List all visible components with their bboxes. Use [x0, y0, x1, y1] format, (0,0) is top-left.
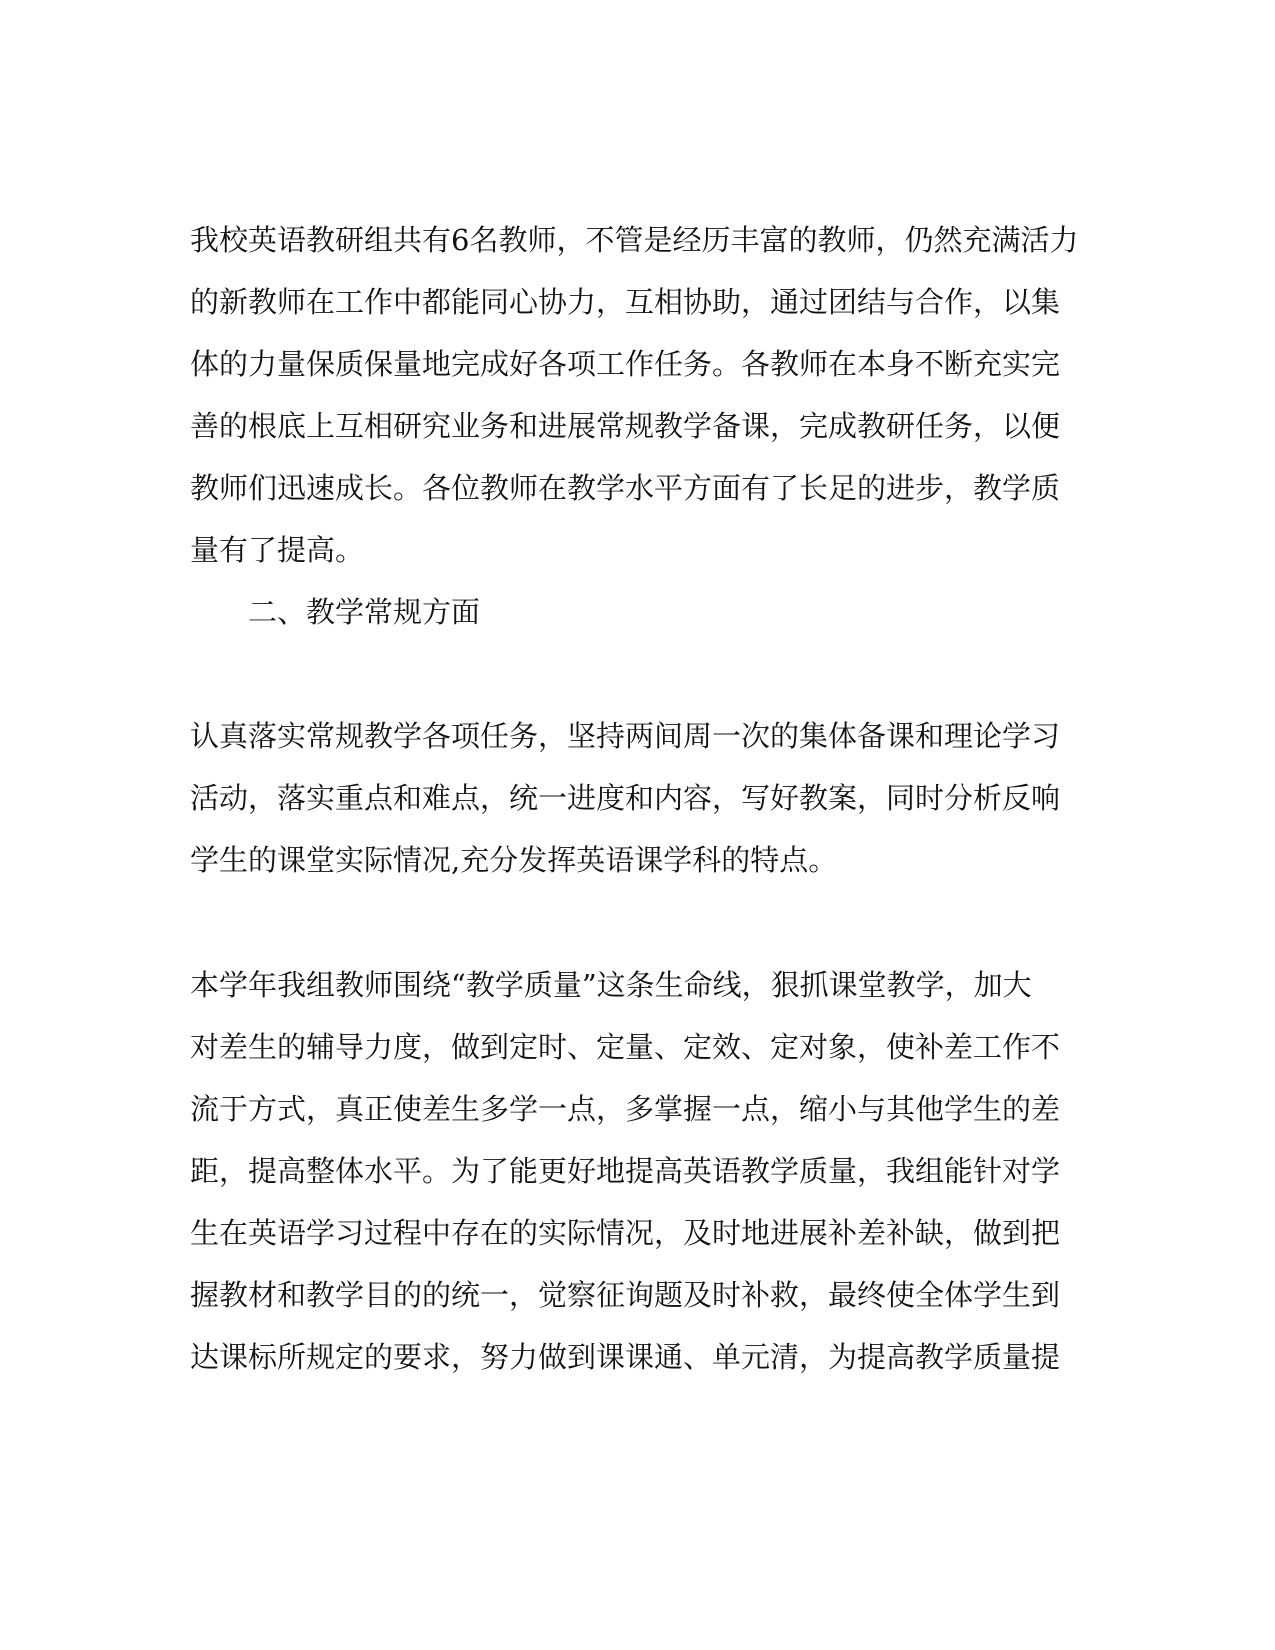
- text-line: 流于方式，真正使差生多学一点，多掌握一点，缩小与其他学生的差: [190, 1092, 1061, 1126]
- text-line: 达课标所规定的要求，努力做到课课通、单元清，为提高教学质量提: [190, 1340, 1061, 1374]
- text-line: 善的根底上互相研究业务和进展常规教学备课，完成教研任务，以便: [190, 409, 1061, 443]
- text-line: 体的力量保质保量地完成好各项工作任务。各教师在本身不断充实完: [190, 347, 1061, 381]
- text-line: 的新教师在工作中都能同心协力，互相协助，通过团结与合作，以集: [190, 285, 1061, 319]
- text-line: 认真落实常规教学各项任务，坚持两间周一次的集体备课和理论学习: [190, 719, 1061, 753]
- section-heading: 二、教学常规方面: [248, 595, 481, 629]
- text-line: 我校英语教研组共有6名教师，不管是经历丰富的教师，仍然充满活力: [190, 223, 1079, 257]
- text-line: 活动，落实重点和难点，统一进度和内容，写好教案，同时分析反响: [190, 781, 1061, 815]
- text-line: 学生的课堂实际情况,充分发挥英语课学科的特点。: [190, 843, 838, 877]
- text-line: 距，提高整体水平。为了能更好地提高英语教学质量，我组能针对学: [190, 1154, 1061, 1188]
- text-line: 教师们迅速成长。各位教师在教学水平方面有了长足的进步，教学质: [190, 471, 1061, 505]
- text-line: 本学年我组教师围绕“教学质量”这条生命线，狠抓课堂教学，加大: [190, 968, 1032, 1002]
- text-line: 握教材和教学目的的统一，觉察征询题及时补救，最终使全体学生到: [190, 1278, 1061, 1312]
- text-line: 对差生的辅导力度，做到定时、定量、定效、定对象，使补差工作不: [190, 1030, 1061, 1064]
- text-line: 量有了提高。: [190, 533, 365, 567]
- text-line: 生在英语学习过程中存在的实际情况，及时地进展补差补缺，做到把: [190, 1216, 1061, 1250]
